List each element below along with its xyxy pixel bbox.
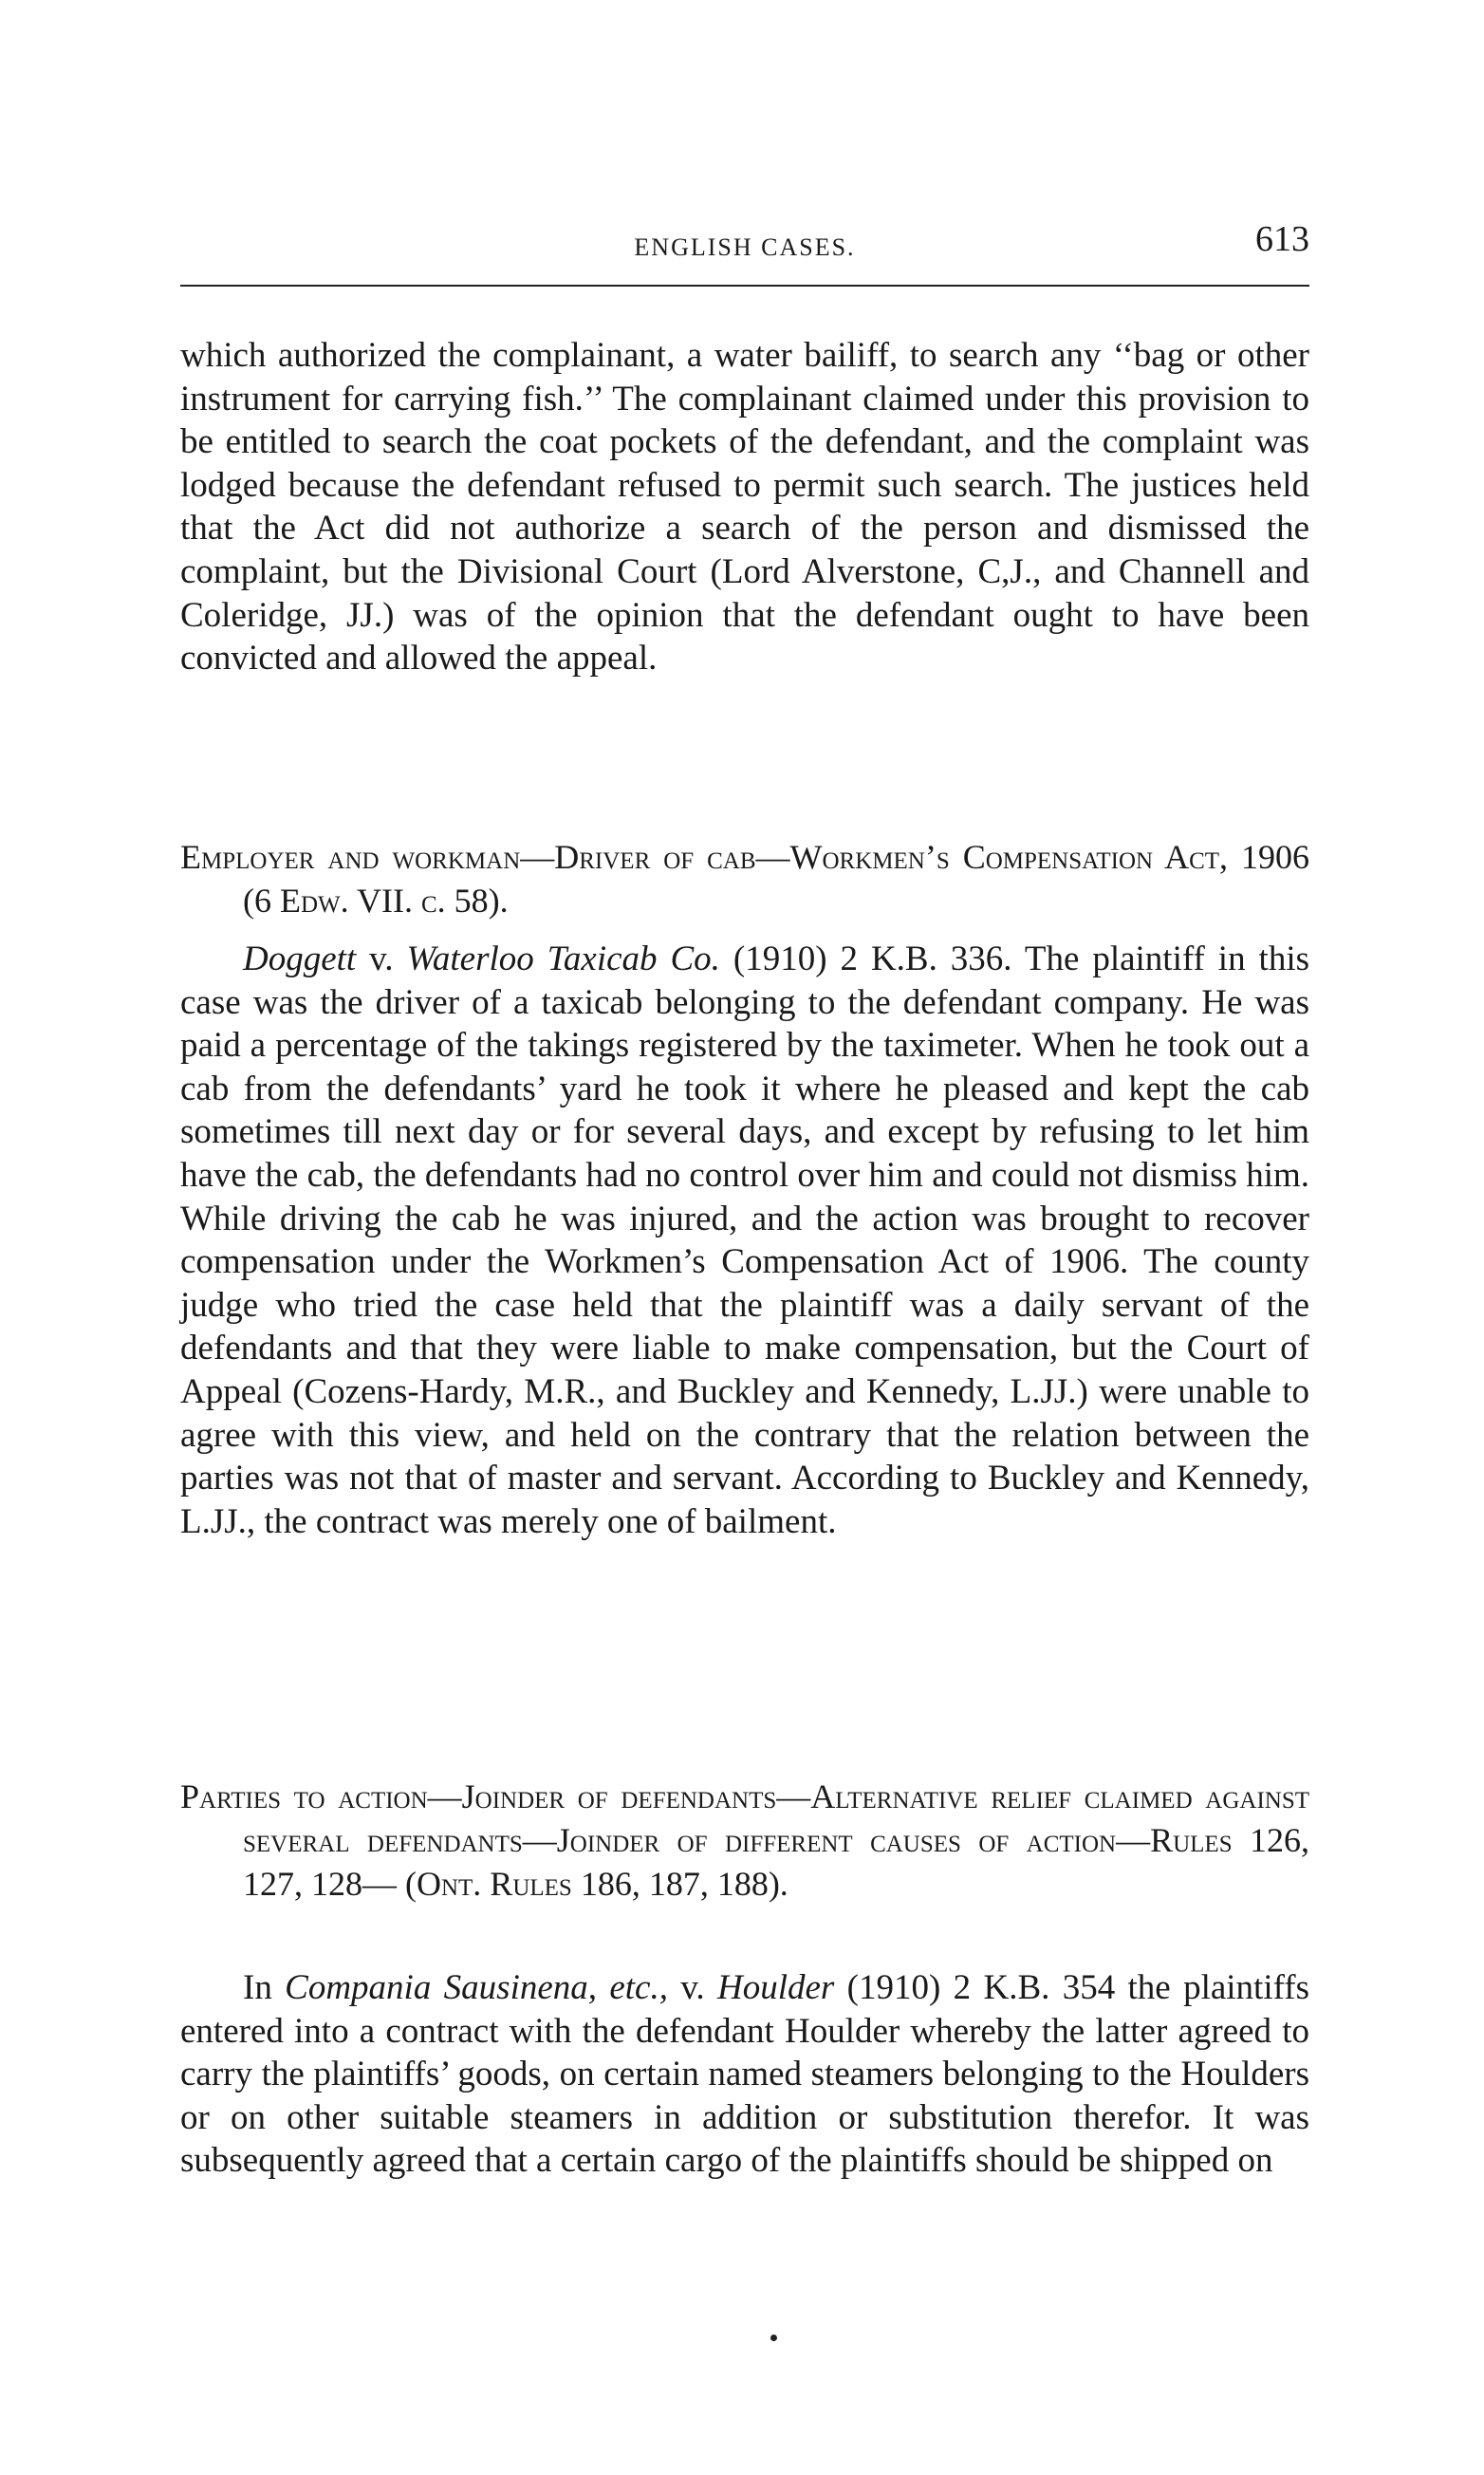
printer-mark-dot (770, 2335, 777, 2341)
case-name-2: Houlder (717, 1968, 835, 2007)
paragraph-continuation: which authorized the complainant, a water bailiff, to search any ‘‘bag or other instrument for carrying fish.’’ The complainant claimed under this provision to be entitled to search the coat pockets of the defendant, and the complaint was lodged because the defendant refused to permit such search. The justices held that the Act did not authorize a search of the person and dismissed the complaint, but the Divisional Court (Lord Alverstone, C,J., and Channell and Coleridge, JJ.) was of the opinion that the defendant ought to have been convicted and allowed the appeal. (180, 336, 1309, 679)
page-number: 613 (1255, 219, 1309, 259)
paragraph-body: (1910) 2 K.B. 354 the plaintiffs entered into a contract with the defendant Houlder whereby the latter agreed to carry the plaintiffs’ goods, on certain named steamers belonging to the Houlders or on other suitable steamers in addition or substitution therefor. It was subsequently agreed that a certain cargo of the plaintiffs should be shipped on (180, 1968, 1309, 2181)
paragraph-body: (1910) 2 K.B. 336. The plaintiff in this case was the driver of a taxicab belonging to the defendant company. He was paid a percentage of the takings registered by the taximeter. When he took out a cab from the defendants’ yard he took it where he pleased and kept the cab sometimes till next day or for several days, and except by refusing to let him have the cab, the defendants had no control over him and could not dismiss him. While driving the cab he was injured, and the action was brought to recover compensation under the Workmen’s Compensation Act of 1906. The county judge who tried the case held that the plaintiff was a daily servant of the defendants and that they were liable to make compensation, but the Court of Appeal (Cozens-Hardy, M.R., and Buckley and Kennedy, L.JJ.) were unable to agree with this view, and held on the contrary that the relation between the parties was not that of master and servant. According to Buckley and Kennedy, L.JJ., the contract was merely one of bailment. (180, 940, 1309, 1541)
case-name-2: Waterloo Taxicab Co. (406, 940, 720, 978)
running-title: ENGLISH CASES. (634, 233, 856, 261)
running-head (180, 216, 1309, 273)
paragraph-doggett (180, 938, 1309, 1543)
case-name: Compania Sausinena, etc., (285, 1968, 668, 2007)
section-heading-parties-to-action: Parties to action—Joinder of defendants—Alternative relief claimed against several defendants—Joinder of different causes of action—Rules 126, 127, 128— (Ont. Rules 186, 187, 188). (180, 1777, 1309, 1903)
section-heading-employer-workman: Employer and workman—Driver of cab—Workmen’s Compensation Act, 1906 (6 Edw. VII. c. 58). (180, 838, 1309, 920)
versus: v. (356, 940, 407, 978)
paragraph-compania (180, 1966, 1309, 2183)
case-name: Doggett (243, 940, 357, 978)
versus: v. (667, 1968, 717, 2007)
header-rule (180, 285, 1309, 287)
lead-in: In (243, 1968, 286, 2007)
